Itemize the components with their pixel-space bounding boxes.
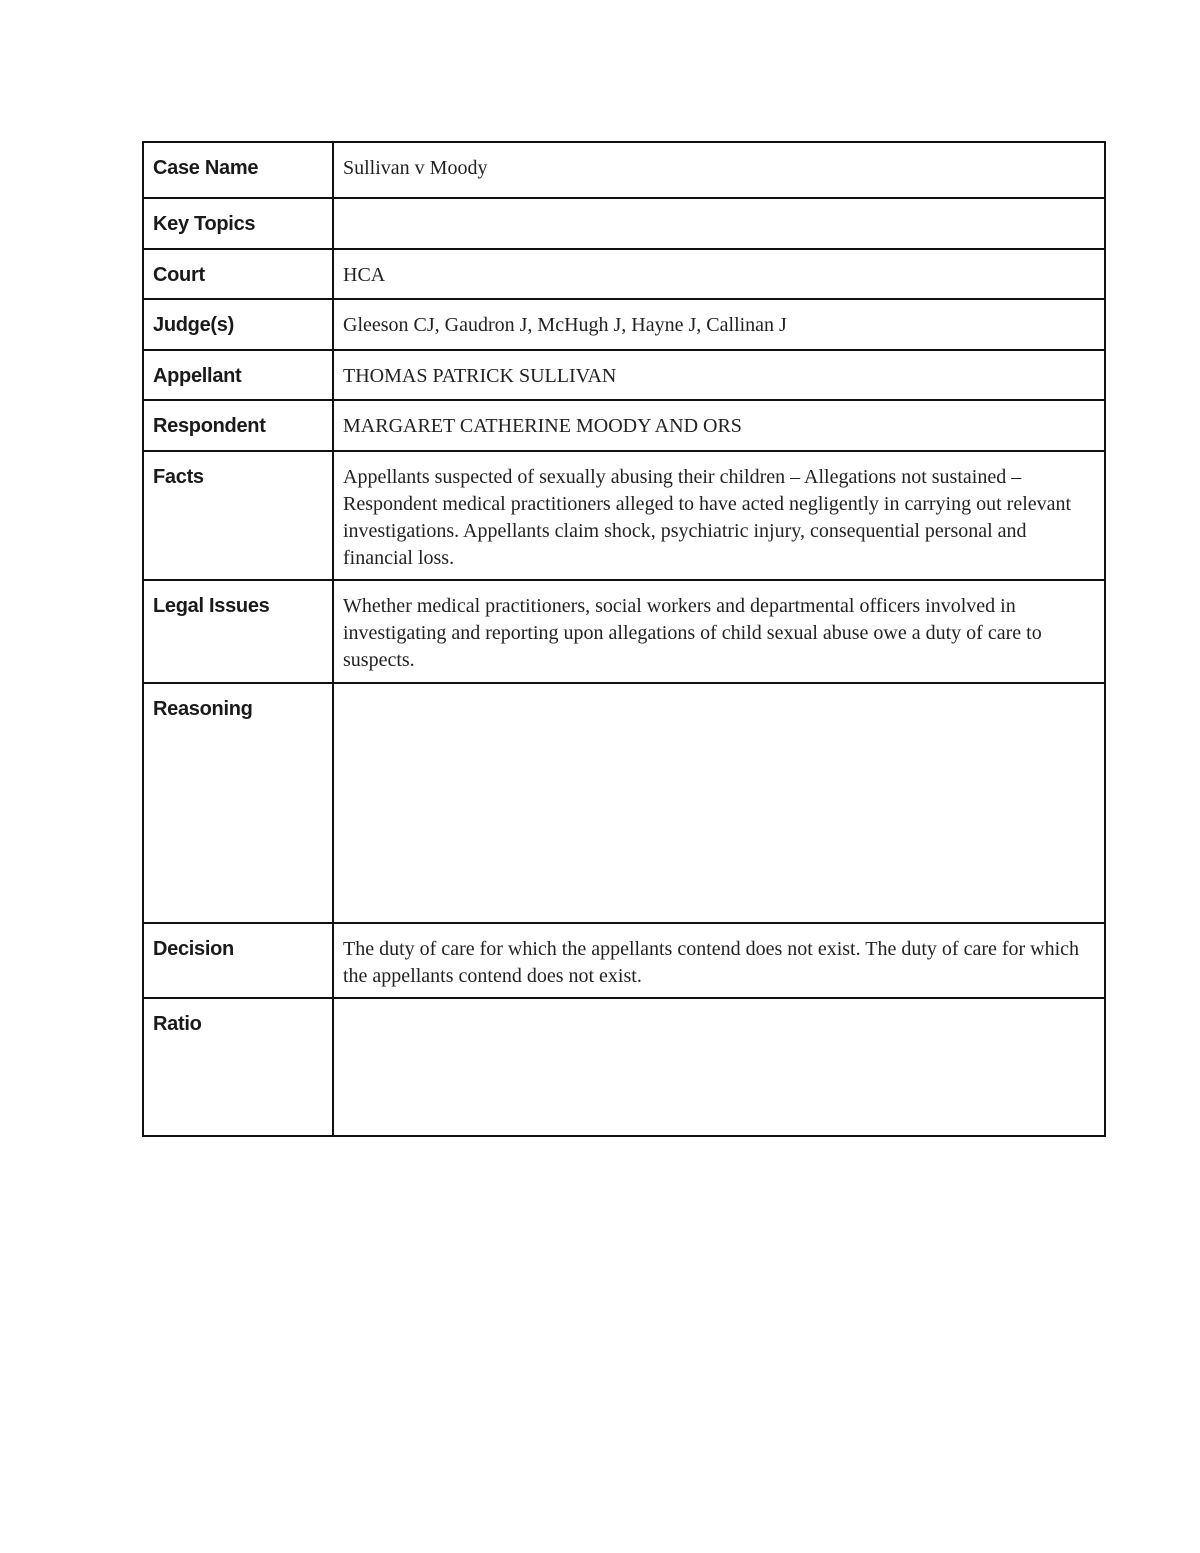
appellant-value: THOMAS PATRICK SULLIVAN — [333, 350, 1105, 400]
table-row-decision — [143, 923, 1105, 998]
table-row-legal-issues — [143, 580, 1105, 683]
reasoning-value — [333, 683, 1105, 923]
respondent-label: Respondent — [143, 400, 333, 451]
table-row-appellant — [143, 350, 1105, 400]
facts-label: Facts — [143, 451, 333, 580]
appellant-label: Appellant — [143, 350, 333, 400]
court-value: HCA — [333, 249, 1105, 299]
case-brief-table — [142, 141, 1106, 1137]
table-row-case-name — [143, 142, 1105, 198]
table-row-court — [143, 249, 1105, 299]
table-row-facts — [143, 451, 1105, 580]
table-row-respondent — [143, 400, 1105, 451]
case-name-value: Sullivan v Moody — [333, 142, 1105, 198]
court-label: Court — [143, 249, 333, 299]
table-row-judges — [143, 299, 1105, 350]
respondent-value: MARGARET CATHERINE MOODY AND ORS — [333, 400, 1105, 451]
judges-label: Judge(s) — [143, 299, 333, 350]
ratio-value — [333, 998, 1105, 1136]
reasoning-label: Reasoning — [143, 683, 333, 923]
ratio-label: Ratio — [143, 998, 333, 1136]
key-topics-label: Key Topics — [143, 198, 333, 249]
facts-value: Appellants suspected of sexually abusing their children – Allegations not sustained – Respondent medical practitioners alleged to have acted negligently in carrying out relevant investigations. Appellants claim shock, psychiatric injury, consequential personal and financial loss. — [333, 451, 1105, 580]
table-row-ratio — [143, 998, 1105, 1136]
legal-issues-label: Legal Issues — [143, 580, 333, 683]
case-name-label: Case Name — [143, 142, 333, 198]
judges-value: Gleeson CJ, Gaudron J, McHugh J, Hayne J, Callinan J — [333, 299, 1105, 350]
legal-issues-value: Whether medical practitioners, social workers and departmental officers involved in investigating and reporting upon allegations of child sexual abuse owe a duty of care to suspects. — [333, 580, 1105, 683]
table-row-key-topics — [143, 198, 1105, 249]
decision-label: Decision — [143, 923, 333, 998]
table-row-reasoning — [143, 683, 1105, 923]
decision-value: The duty of care for which the appellants contend does not exist. The duty of care for which the appellants contend does not exist. — [333, 923, 1105, 998]
key-topics-value — [333, 198, 1105, 249]
